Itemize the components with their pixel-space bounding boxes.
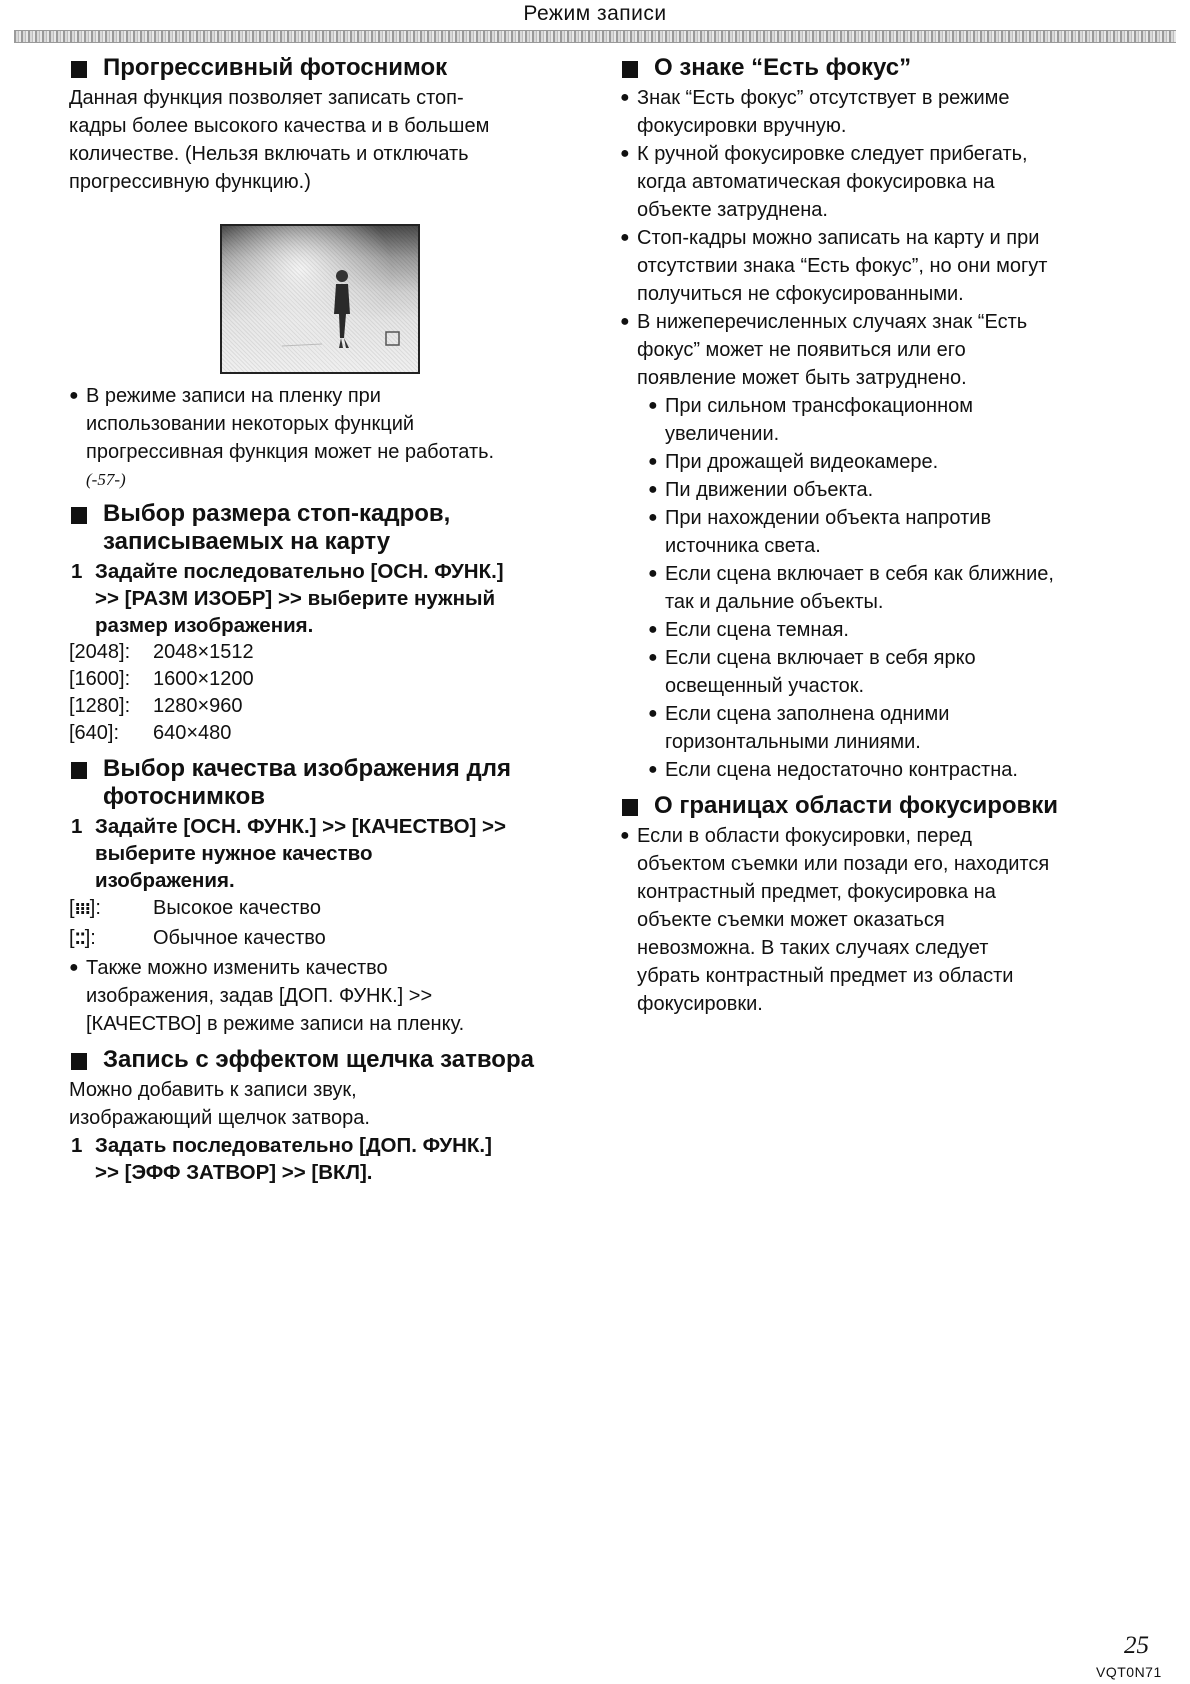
bullet-dot-icon: ● bbox=[648, 565, 658, 582]
sub-list-item: ● При нахождении объекта напротив источника света. bbox=[620, 504, 1140, 560]
bullet-dot-icon: ● bbox=[648, 621, 658, 638]
list-item: ● Если в области фокусировки, перед объектом съемки или позади его, находится контрастный предмет, фокусировка на объекте съемки может оказаться невозможна. В таких случаях следует убрать контрастный предмет из области фокусировки. bbox=[620, 822, 1140, 1018]
bullet-dot-icon: ● bbox=[620, 89, 630, 106]
list-item: ● В нижеперечисленных случаях знак “Есть фокус” может не появиться или его появление может быть затруднено. bbox=[620, 308, 1140, 392]
body-line: Данная функция позволяет записать стоп- bbox=[69, 87, 464, 109]
size-option: [1280]: 1280×960 bbox=[69, 695, 243, 717]
note-bullet: ● Также можно изменить качество изображения, задав [ДОП. ФУНК.] >> [КАЧЕСТВО] в режиме записи на пленку. bbox=[69, 954, 589, 1038]
sub-list-item: ● Пи движении объекта. bbox=[620, 476, 1140, 504]
square-bullet-icon bbox=[622, 61, 638, 78]
section-title: Выбор размера стоп-кадров, записываемых на карту bbox=[69, 500, 589, 556]
bullet-dot-icon: ● bbox=[648, 509, 658, 526]
bullet-dot-icon: ● bbox=[620, 827, 630, 844]
quality-option: [⁝⁝⁝]: Высокое качество bbox=[69, 897, 321, 919]
bullet-dot-icon: ● bbox=[648, 481, 658, 498]
bullet-dot-icon: ● bbox=[648, 705, 658, 722]
body-line: кадры более высокого качества и в большем bbox=[69, 115, 490, 137]
section-shutter-effect bbox=[69, 1046, 589, 1186]
sub-list-item: ● Если сцена включает в себя как ближние, так и дальние объекты. bbox=[620, 560, 1140, 616]
body-line: количестве. (Нельзя включать и отключать bbox=[69, 143, 469, 165]
note-bullet: ● В режиме записи на пленку при использовании некоторых функций прогрессивная функция может не работать. (-57-) bbox=[69, 382, 589, 494]
section-title: Запись с эффектом щелчка затвора bbox=[69, 1046, 589, 1074]
section-title: О знаке “Есть фокус” bbox=[620, 54, 1140, 82]
square-bullet-icon bbox=[71, 1053, 87, 1070]
quality-option: [⁚⁚]: Обычное качество bbox=[69, 927, 326, 949]
section-title: Прогрессивный фотоснимок bbox=[69, 54, 589, 82]
list-item: ● К ручной фокусировке следует прибегать, когда автоматическая фокусировка на объекте затруднена. bbox=[620, 140, 1140, 224]
bullet-dot-icon: ● bbox=[648, 649, 658, 666]
document-code: VQT0N71 bbox=[1096, 1664, 1162, 1680]
section-focus-area bbox=[620, 792, 1140, 1018]
square-bullet-icon bbox=[622, 799, 638, 816]
normal-quality-icon: ⁚⁚ bbox=[74, 931, 85, 948]
section-image-size bbox=[69, 500, 589, 747]
body-line: Можно добавить к записи звук, bbox=[69, 1079, 357, 1101]
list-item: ● Знак “Есть фокус” отсутствует в режиме фокусировки вручную. bbox=[620, 84, 1140, 140]
list-item: ● Стоп-кадры можно записать на карту и при отсутствии знака “Есть фокус”, но они могут получиться не сфокусированными. bbox=[620, 224, 1140, 308]
body-line: изображающий щелчок затвора. bbox=[69, 1107, 370, 1129]
size-option: [640]: 640×480 bbox=[69, 722, 232, 744]
size-option: [2048]: 2048×1512 bbox=[69, 641, 254, 663]
bullet-dot-icon: ● bbox=[620, 313, 630, 330]
section-title: Выбор качества изображения для фотоснимков bbox=[69, 755, 589, 811]
section-image-quality bbox=[69, 755, 589, 1038]
section-focus-sign bbox=[620, 54, 1140, 784]
person-figure-illustration bbox=[222, 226, 418, 372]
right-column bbox=[620, 54, 1140, 1018]
section-title: О границах области фокусировки bbox=[620, 792, 1140, 820]
page-header-title: Режим записи bbox=[523, 2, 667, 25]
sub-list-item: ● При дрожащей видеокамере. bbox=[620, 448, 1140, 476]
bullet-dot-icon: ● bbox=[69, 387, 79, 404]
bullet-dot-icon: ● bbox=[620, 145, 630, 162]
sample-photo bbox=[220, 224, 420, 374]
step-instruction: 1 Задайте последовательно [ОСН. ФУНК.] >> [РАЗМ ИЗОБР] >> выберите нужный размер изображения. bbox=[71, 560, 504, 637]
bullet-dot-icon: ● bbox=[620, 229, 630, 246]
left-column bbox=[69, 54, 589, 1186]
bullet-dot-icon: ● bbox=[648, 453, 658, 470]
high-quality-icon: ⁝⁝⁝ bbox=[74, 901, 90, 918]
header-decorative-bar bbox=[14, 30, 1176, 43]
square-bullet-icon bbox=[71, 507, 87, 524]
page-number: 25 bbox=[1124, 1632, 1149, 1659]
size-option: [1600]: 1600×1200 bbox=[69, 668, 254, 690]
sub-list-item: ● Если сцена включает в себя ярко освещенный участок. bbox=[620, 644, 1140, 700]
sub-list-item: ● Если сцена недостаточно контрастна. bbox=[620, 756, 1140, 784]
body-line: прогрессивную функцию.) bbox=[69, 171, 311, 193]
square-bullet-icon bbox=[71, 762, 87, 779]
sub-list-item: ● Если сцена заполнена одними горизонтальными линиями. bbox=[620, 700, 1140, 756]
page-reference: (-57-) bbox=[86, 470, 126, 489]
sub-list-item: ● Если сцена темная. bbox=[620, 616, 1140, 644]
sub-list-item: ● При сильном трансфокационном увеличении. bbox=[620, 392, 1140, 448]
step-instruction: 1 Задайте [ОСН. ФУНК.] >> [КАЧЕСТВО] >> выберите нужное качество изображения. bbox=[71, 815, 506, 892]
bullet-dot-icon: ● bbox=[648, 397, 658, 414]
square-bullet-icon bbox=[71, 61, 87, 78]
bullet-dot-icon: ● bbox=[69, 959, 79, 976]
step-instruction: 1 Задать последовательно [ДОП. ФУНК.] >> [ЭФФ ЗАТВОР] >> [ВКЛ]. bbox=[71, 1134, 492, 1184]
bullet-dot-icon: ● bbox=[648, 761, 658, 778]
section-progressive bbox=[69, 54, 589, 494]
